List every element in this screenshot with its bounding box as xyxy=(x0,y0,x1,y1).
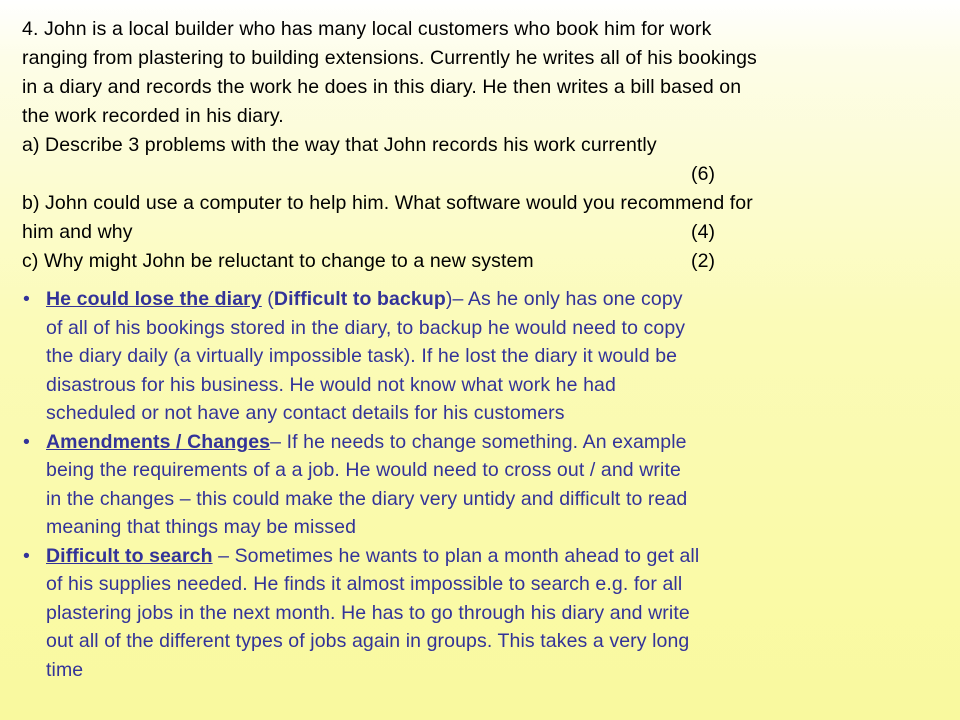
question-part-a xyxy=(22,131,927,160)
bullet-icon: • xyxy=(23,544,30,567)
question-block xyxy=(22,15,927,276)
question-part-b-mark: (4) xyxy=(691,221,716,243)
answer-line: plastering jobs in the next month. He has to go through his diary and write xyxy=(46,601,690,624)
question-part-a-mark-row xyxy=(22,160,927,189)
answer-line: scheduled or not have any contact details for his customers xyxy=(46,402,565,424)
answer-item-amendments xyxy=(0,428,900,542)
answer-heading: Amendments / Changes xyxy=(46,430,271,453)
question-part-c xyxy=(22,247,927,276)
answer-first-line xyxy=(46,285,900,314)
answer-open-paren: ( xyxy=(261,288,274,310)
question-part-c-text: c) Why might John be reluctant to change to a new system xyxy=(22,250,534,272)
answer-first-line-text: )– As he only has one copy xyxy=(445,288,683,310)
question-part-b xyxy=(22,189,927,218)
answer-first-line-text: – Sometimes he wants to plan a month ahead to get all xyxy=(212,544,700,567)
question-line: ranging from plastering to building extensions. Currently he writes all of his bookings xyxy=(22,47,757,69)
answer-item-search xyxy=(0,542,900,685)
answer-line: of his supplies needed. He finds it almost impossible to search e.g. for all xyxy=(46,573,683,595)
question-line: in a diary and records the work he does in this diary. He then writes a bill based on xyxy=(22,76,742,98)
answer-line: time xyxy=(46,658,84,681)
answer-item-lose-diary xyxy=(0,285,900,428)
answer-heading: Difficult to search xyxy=(46,544,213,567)
question-part-b-text-cont: him and why xyxy=(22,221,133,243)
answer-first-line xyxy=(46,542,900,571)
answer-line: in the changes – this could make the diary very untidy and difficult to read xyxy=(46,487,688,510)
question-part-a-text: a) Describe 3 problems with the way that John records his work currently xyxy=(22,134,657,156)
answer-first-line xyxy=(46,428,900,457)
answer-list xyxy=(0,285,900,684)
answer-line: being the requirements of a a job. He would need to cross out / and write xyxy=(46,459,681,481)
answer-line: the diary daily (a virtually impossible task). If he lost the diary it would be xyxy=(46,345,678,367)
bullet-icon: • xyxy=(23,430,30,453)
answer-line: out all of the different types of jobs again in groups. This takes a very long xyxy=(46,630,690,652)
answer-heading: He could lose the diary xyxy=(46,288,262,310)
answer-bold-note: Difficult to backup xyxy=(273,288,446,310)
question-line: 4. John is a local builder who has many local customers who book him for work xyxy=(22,18,712,40)
answer-first-line-text: – If he needs to change something. An example xyxy=(270,430,687,453)
question-part-b-cont xyxy=(22,218,927,247)
answer-line: of all of his bookings stored in the diary, to backup he would need to copy xyxy=(46,316,686,339)
question-part-a-mark: (6) xyxy=(691,163,716,185)
question-part-c-mark: (2) xyxy=(691,250,716,272)
question-part-b-text: b) John could use a computer to help him. What software would you recommend for xyxy=(22,192,753,214)
question-line: the work recorded in his diary. xyxy=(22,105,284,127)
answer-line: meaning that things may be missed xyxy=(46,516,357,538)
answer-line: disastrous for his business. He would not know what work he had xyxy=(46,373,616,396)
bullet-icon: • xyxy=(23,288,30,310)
